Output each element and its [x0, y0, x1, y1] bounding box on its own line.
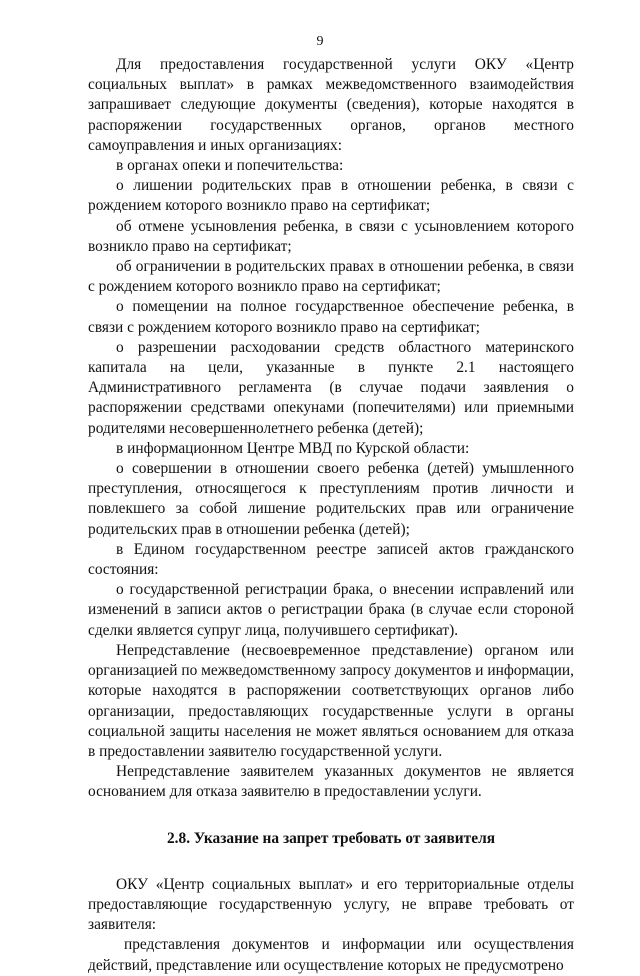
- paragraph-spending-permission: о разрешении расходовании средств областного материнского капитала на цели, указанные в пункте 2.1 настоящего Административного регламента (в случае подачи заявления о распоряжении средствами опекунами (попечителями) или приемными родителями несовершеннолетнего ребенка (детей);: [88, 338, 574, 437]
- paragraph-crime: о совершении в отношении своего ребенка (детей) умышленного преступления, относящегося к преступлениям против личности и повлекшего за собой лишение родительских прав или ограничение родительских прав в отношении ребенка (детей);: [88, 460, 574, 538]
- paragraph-intro: Для предоставления государственной услуги ОКУ «Центр социальных выплат» в рамках межведомственного взаимодействия запрашивает следующие документы (сведения), которые находятся в распоряжении государственных органов, органов местного самоуправления и иных организациях:: [88, 56, 574, 154]
- paragraph-section-intro: ОКУ «Центр социальных выплат» и его территориальные отделы предоставляющие государственную услугу, не вправе требовать от заявителя:: [88, 875, 574, 934]
- paragraph-guardianship-heading: в органах опеки и попечительства:: [116, 157, 344, 175]
- page-number: 9: [316, 34, 324, 49]
- paragraph-mvd-heading: в информационном Центре МВД по Курской области:: [116, 439, 470, 457]
- section-heading: 2.8. Указание на запрет требовать от заявителя: [166, 829, 496, 847]
- paragraph-registry-heading: в Едином государственном реестре записей актов гражданского состояния:: [88, 540, 574, 579]
- paragraph-adoption-cancel: об отмене усыновления ребенка, в связи с усыновлением которого возникло право на сертификат;: [88, 217, 574, 255]
- paragraph-marriage: о государственной регистрации брака, о внесении исправлений или изменений в записи актов о регистрации брака (в случае если стороной сделки является супруг лица, получившего сертификат).: [88, 581, 574, 639]
- paragraph-state-support: о помещении на полное государственное обеспечение ребенка, в связи с рождением которого возникло право на сертификат;: [88, 298, 574, 336]
- paragraph-deprivation: о лишении родительских прав в отношении ребенка, в связи с рождением которого возникло право на сертификат;: [88, 177, 574, 215]
- paragraph-restriction: об ограничении в родительских правах в отношении ребенка, в связи с рождением которого возникло право на сертификат;: [88, 258, 574, 296]
- paragraph-non-submission-applicant: Непредставление заявителем указанных документов не является основанием для отказа заявителю в предоставлении услуги.: [88, 763, 574, 801]
- paragraph-section-item: представления документов и информации или осуществления действий, представление или осуществление которых не предусмотрено: [88, 936, 574, 974]
- paragraph-non-submission-org: Непредставление (несвоевременное представление) органом или организацией по межведомственному запросу документов и информации, которые находятся в распоряжении соответствующих органов либо организации, предоставляющих государственные услуги в органы социальной защиты населения не может являться основанием для отказа в предоставлении заявителю государственной услуги.: [88, 641, 574, 760]
- document-body: [88, 55, 574, 976]
